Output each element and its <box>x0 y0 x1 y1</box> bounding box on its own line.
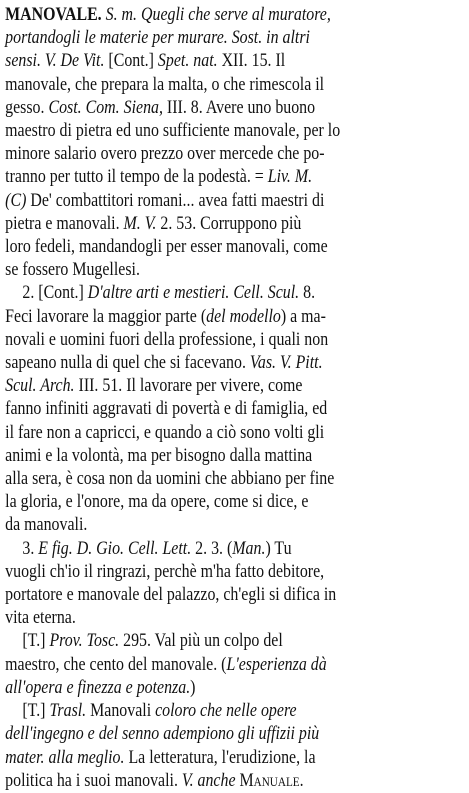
text-segment: all'opera e finezza e potenza. <box>5 677 191 698</box>
text-segment: Scul. Arch. <box>5 376 75 397</box>
text-segment: sapeano nulla di quel che si facevano. <box>5 353 250 374</box>
text-line <box>5 190 463 213</box>
text-segment: III. 51. Il lavorare per vivere, come <box>74 376 303 397</box>
text-segment: alla sera, è cosa non da uomini che abbiano per fine <box>5 469 335 490</box>
text-line <box>5 375 463 398</box>
text-segment: Spet. nat. <box>157 51 218 72</box>
text-line <box>5 4 463 27</box>
text-line <box>5 654 463 677</box>
text-segment: la gloria, e l'onore, ma da opere, come si dice, e <box>5 492 309 513</box>
text-segment: maestro di pietra ed uno sufficiente manovale, per lo <box>5 121 341 142</box>
text-segment: ) Tu <box>265 538 292 559</box>
text-line <box>5 468 463 491</box>
text-line <box>5 120 463 143</box>
text-segment: De' combattitori romani... avea fatti maestri di <box>26 190 325 211</box>
text-segment: Cost. Com. Siena, <box>48 97 163 118</box>
text-line <box>5 561 463 584</box>
text-segment: coloro che nelle opere <box>155 701 297 722</box>
text-segment: da manovali. <box>5 515 88 536</box>
text-segment: XII. 15. Il <box>217 51 286 72</box>
text-segment: 2. [Cont.] <box>22 283 88 304</box>
text-segment: (C) <box>5 190 27 211</box>
text-segment: Manuale. <box>239 770 304 791</box>
text-segment: 2. 53. Corrupponо più <box>156 213 302 234</box>
text-line <box>5 747 463 770</box>
text-segment: pietra e manovali. <box>5 213 124 234</box>
text-segment: M. V. <box>123 213 157 234</box>
text-segment: Trasl. <box>49 701 87 722</box>
text-segment: del modello <box>206 306 281 327</box>
text-segment: sensi. V. De Vit. <box>5 51 105 72</box>
text-segment: Vas. V. Pitt. <box>249 353 323 374</box>
text-line <box>5 282 463 305</box>
text-segment: portandogli le materie per murare. Sost. in altri <box>5 28 310 49</box>
text-line <box>5 306 463 329</box>
text-segment: ) a ma- <box>280 306 326 327</box>
text-line <box>5 398 463 421</box>
text-line <box>5 422 463 445</box>
text-line <box>5 445 463 468</box>
text-line <box>5 97 463 120</box>
text-segment: D'altre arti e mestieri. Cell. Scul. <box>87 283 300 304</box>
text-segment: [T.] <box>22 631 50 652</box>
text-segment: maestro, che cento del manovale. ( <box>5 654 227 675</box>
text-segment: gesso. <box>5 97 49 118</box>
text-segment: tranno per tutto il tempo de la podestà. = <box>5 167 268 188</box>
text-segment: dell'ingegno e del senno adempiono gli uffizii più <box>5 724 320 745</box>
text-segment: novali e uomini fuori della professione, i quali non <box>5 329 329 350</box>
text-segment: il fare non a capricci, e quando a ciò sono volti gli <box>5 422 325 443</box>
text-line <box>5 236 463 259</box>
text-line <box>5 514 463 537</box>
text-line <box>5 677 463 700</box>
text-segment: S. m. Quegli che serve al muratore, <box>105 5 331 25</box>
text-segment: politica ha i suoi manovali. <box>5 770 182 791</box>
text-segment: se fossero Mugellesi. <box>5 260 140 281</box>
text-segment: 8. <box>299 283 316 304</box>
text-line <box>5 143 463 166</box>
text-segment: mater. alla meglio. <box>5 747 125 768</box>
text-line <box>5 352 463 375</box>
text-line <box>5 329 463 352</box>
text-segment: III. 8. Avere uno buono <box>162 97 316 118</box>
text-line <box>5 259 463 282</box>
text-segment: [T.] <box>22 701 50 722</box>
text-segment: V. anche <box>181 770 236 791</box>
text-segment: E fig. D. Gio. Cell. Lett. <box>38 538 192 559</box>
text-line <box>5 213 463 236</box>
text-segment: 3. <box>22 538 39 559</box>
dictionary-entry-manovale <box>5 4 463 793</box>
text-segment: Liv. M. <box>267 167 313 188</box>
text-line <box>5 166 463 189</box>
text-segment: 2. 3. ( <box>191 538 233 559</box>
text-segment: fanno infiniti aggravati di povertà e di famiglia, ed <box>5 399 328 420</box>
text-segment: Prov. Tosc. <box>49 631 120 652</box>
text-segment: La letteratura, l'erudizione, la <box>124 747 316 768</box>
text-segment: L'esperienza dà <box>226 654 327 675</box>
text-segment: animi e la volontà, ma per bisogno dalla mattina <box>5 445 313 466</box>
text-segment: Man. <box>232 538 266 559</box>
text-segment: [Cont.] <box>104 51 158 72</box>
text-line <box>5 607 463 630</box>
text-line <box>5 723 463 746</box>
text-line <box>5 538 463 561</box>
text-line <box>5 770 463 793</box>
text-line <box>5 630 463 653</box>
text-line <box>5 700 463 723</box>
text-segment: 295. Val più un colpo del <box>119 631 283 652</box>
text-line <box>5 491 463 514</box>
text-segment: vuogli ch'io il ringrazi, perchè m'ha fatto debitore, <box>5 561 325 582</box>
text-line <box>5 50 463 73</box>
text-segment: ) <box>190 677 196 698</box>
text-segment: manovale, che prepara la malta, o che rimescola il <box>5 74 325 95</box>
text-line <box>5 584 463 607</box>
text-line <box>5 74 463 97</box>
text-segment: minore salario overo prezzo over mercede che po- <box>5 144 325 165</box>
text-segment: Manovali <box>86 701 156 722</box>
text-segment: loro fedeli, mandandogli per esser manovali, come <box>5 237 328 258</box>
text-segment: portatore e manovale del palazzo, ch'egli si difica in <box>5 585 337 606</box>
text-line <box>5 27 463 50</box>
headword: MANOVALE. <box>5 5 102 25</box>
text-segment: vita eterna. <box>5 608 76 629</box>
text-segment: Feci lavorare la maggior parte ( <box>5 306 207 327</box>
